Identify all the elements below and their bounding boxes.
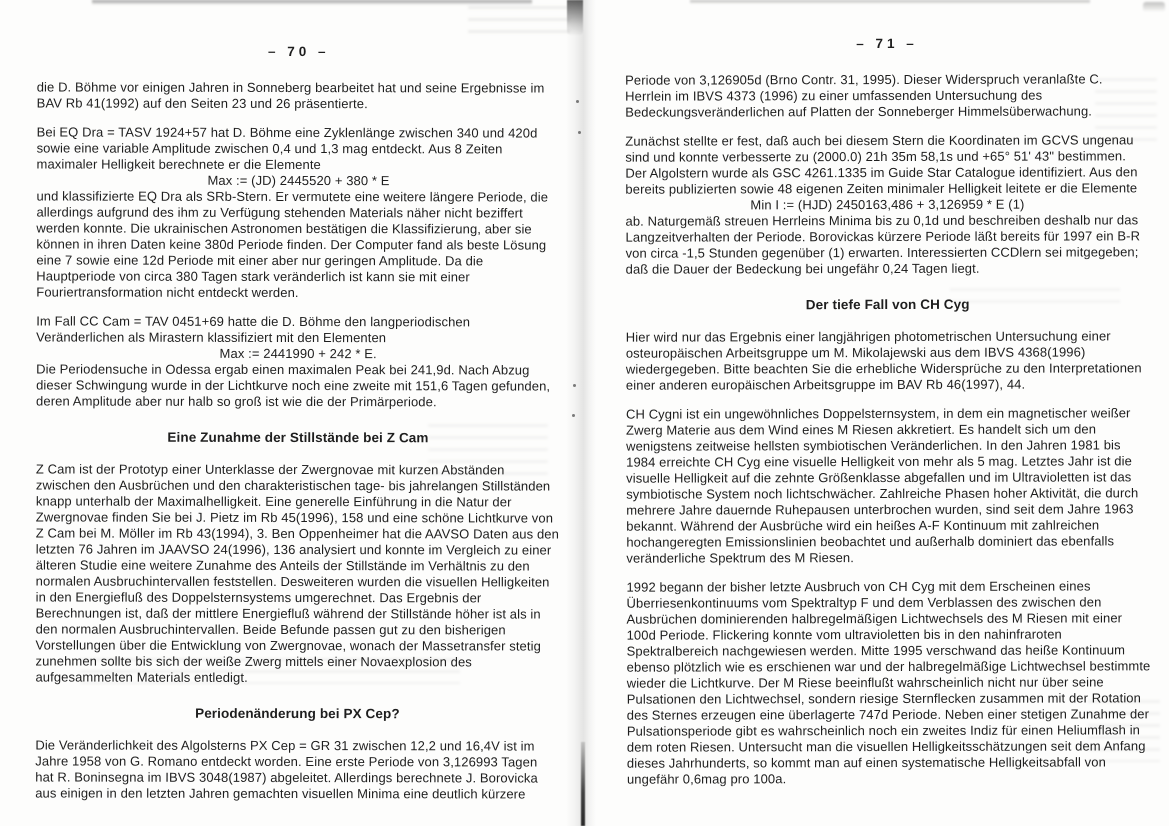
paragraph: Z Cam ist der Prototyp einer Unterklasse der Zwergnovae mit kurzen Abständen zwischen den Ausbrüchen und den charakteristischen tage- bis jahrelangen Stillständen knapp unterhalb der Maximalhelligkeit. Eine generelle Einführung in die Natur der Zwergnovae finden Sie bei J. Pietz im Rb 45(1996), 158 und eine schöne Lichtkurve von Z Cam bei M. Möller im Rb 43(1994), 3. Ben Oppenheimer hat die AAVSO Daten aus den letzten 76 Jahren im JAAVSO 24(1996), 136 analysiert und konnte im Vergleich zu einer älteren Studie eine weitere Zunahme des Anteils der Stillstände im Verhältnis zu den normalen Ausbruchintervallen feststellen. Desweiteren wurden die visuellen Helligkeiten in den Energiefluß des Doppelsternsystems umgerechnet. Das Ergebnis der Berechnungen ist, daß der mittlere Energiefluß während der Stillstände höher ist als in den normalen Ausbruchintervallen. Beide Befunde passen gut zu den bisherigen Vorstellungen über die Entwicklung von Zwergnovae, wonach der Massetransfer stetig zunehmen sollte bis sich der weiße Zwerg mittels einer Novaexplosion des aufgesammelten Materials entledigt. xyxy=(35,461,559,685)
scan-edge-smudge xyxy=(92,0,532,5)
paragraph: Periode von 3,126905d (Brno Contr. 31, 1995). Dieser Widerspruch veranlaßte C. Herrlein im IBVS 4373 (1996) zu einer umfassenden Untersuchung des Bedeckungsveränderlichen auf Platten der Sonneberger Himmelsüberwachung. xyxy=(625,71,1103,120)
paragraph: 1992 begann der bisher letzte Ausbruch von CH Cyg mit dem Erscheinen eines Überriesenkontinuums vom Spektraltyp F und dem Verblassen des zwischen den Ausbrüchen dominierenden halbregelmäßigen Lichtwechsels des M Riesen mit einer 100d Periode. Flickering konnte vom ultravioletten bis in den nahinfraroten Spektralbereich nachgewiesen werden. Mitte 1995 verschwand das heiße Kontinuum ebenso plötzlich wie es erschienen war und der halbregelmäßige Lichtwechsel bestimmte wieder die Lichtkurve. Der M Riese beeinflußt wahrscheinlich nicht nur über seine Pulsationen den Lichtwechsel, sondern riesige Sternflecken zusammen mit der Rotation des Sternes erzeugen eine überlagerte 747d Periode. Neben einer stetigen Zunahme der Pulsationsperiode gibt es wahrscheinlich noch ein zweites Indiz für einen Heliumflash in dem roten Riesen. Untersucht man die visuellen Helligkeitsschätzungen seit dem Anfang dieses Jahrhunderts, so kommt man auf einen systematische Helligkeitsabfall von ungefähr 0,6mag pro 100a. xyxy=(626,578,1151,787)
page-70 xyxy=(35,43,561,815)
page-71 xyxy=(625,35,1151,800)
section-heading: Der tiefe Fall von CH Cyg xyxy=(805,296,970,313)
paragraph: Die Periodensuche in Odessa ergab einen maximalen Peak bei 241,9d. Nach Abzug dieser Schwingung wurde in der Lichtkurve noch eine zweite mit 151,6 Tagen gefunden, deren Amplitude aber nur halb so groß ist wie die der Primärperiode. xyxy=(36,361,551,410)
scan-edge-smudge xyxy=(690,0,1090,4)
paragraph: ab. Naturgemäß streuen Herrleins Minima bis zu 0,1d und beschreiben deshalb nur das Langzeitverhalten der Periode. Borovickas kürzere Periode läßt bereits für 1997 ein B-R von circa -1,5 Stunden gegenüber (1) erwarten. Interessierten CCDlern sei mitgegeben; daß die Dauer der Bedeckung bei ungefähr 0,24 Tagen liegt. xyxy=(625,212,1141,277)
staple-speck xyxy=(573,384,576,387)
staple-speck xyxy=(576,100,579,103)
paragraph: die D. Böhme vor einigen Jahren in Sonneberg bearbeitet hat und seine Ergebnisse im BAV Rb 41(1992) auf den Seiten 23 und 26 präsentierte. xyxy=(36,79,545,112)
gutter-crease-top xyxy=(567,0,583,36)
page-number: – 71 – xyxy=(856,35,918,52)
paragraph: Hier wird nur das Ergebnis einer langjährigen photometrischen Untersuchung einer osteuropäischen Arbeitsgruppe um M. Mikolajewski aus dem IBVS 4368(1996) wiedergegeben. Bitte beachten Sie die erhebliche Widersprüche zu den Interpretationen einer anderen europäischen Arbeitsgruppe im BAV Rb 46(1997), 44. xyxy=(625,328,1142,393)
scan-edge-smudge xyxy=(1143,2,1165,12)
section-heading: Eine Zunahme der Stillstände bei Z Cam xyxy=(167,429,429,446)
staple-speck xyxy=(578,131,581,134)
paragraph: Die Veränderlichkeit des Algolsterns PX Cep = GR 31 zwischen 12,2 und 16,4V ist im Jahre 1958 von G. Romano entdeckt worden. Eine erste Periode von 3,126993 Tagen hat R. Boninsegna im IBVS 3048(1987) abgeleitet. Allerdings berechnete J. Borovicka aus einigen in den letzten Jahren gemachten visuellen Minima eine deutlich kürzere xyxy=(35,737,538,802)
bleedthrough-artifact xyxy=(468,6,570,40)
paragraph: Bei EQ Dra = TASV 1924+57 hat D. Böhme eine Zyklenlänge zwischen 340 und 420d sowie eine variable Amplitude zwischen 0,4 und 1,3 mag entdeckt. Aus 8 Zeiten maximaler Helligkeit berechnete er die Elemente xyxy=(36,124,538,173)
paragraph: Zunächst stellte er fest, daß auch bei diesem Stern die Koordinaten im GCVS ungenau sind und konnte verbesserte zu (2000.0) 21h 35m 58,1s und +65° 51' 43" bestimmen. Der Algolstern wurde als GSC 4261.1335 im Guide Star Catalogue identifiziert. Aus den bereits publizierten sowie 48 eigenen Zeiten minimaler Helligkeit leitete er die Elemente xyxy=(625,132,1138,197)
formula-line: Max := 2441990 + 242 * E. xyxy=(219,345,377,362)
formula-line: Min I := (HJD) 2450163,486 + 3,126959 * E (1) xyxy=(750,196,1025,213)
section-heading: Periodenänderung bei PX Cep? xyxy=(195,705,400,722)
paragraph: und klassifizierte EQ Dra als SRb-Stern. Er vermutete eine weitere längere Periode, die allerdings aufgrund des ihm zu Verfügung stehenden Materials näher nicht beziffert werden konnte. Die ukrainischen Astronomen bestätigen die Klassifizierung, aber sie können in ihren Daten keine 380d Periode finden. Der Computer fand als beste Lösung eine 7 sowie eine 12d Periode mit einer aber nur geringen Amplitude. Da die Hauptperiode von circa 380 Tagen stark veränderlich ist kann sie mit einer Fouriertransformation nicht entdeckt werden. xyxy=(36,188,549,301)
formula-line: Max := (JD) 2445520 + 380 * E xyxy=(207,172,390,189)
gutter-crease-line xyxy=(581,742,585,826)
paragraph: CH Cygni ist ein ungewöhnliches Doppelsternsystem, in dem ein magnetischer weißer Zwerg Materie aus dem Wind eines M Riesen akkretiert. Es handelt sich um den wenigstens zeitweise hellsten symbiotischen Veränderlichen. In den Jahren 1981 bis 1984 erreichte CH Cyg eine visuelle Helligkeit von mehr als 5 mag. Letztes Jahr ist die visuelle Helligkeit auf die zehnte Größenklasse abgefallen und im Ultravioletten ist das symbiotische System noch lichtschwächer. Zahlreiche Phasen hoher Aktivität, die durch mehrere Jahre dauernde Ruhepausen unterbrochen wurden, sind seit dem Jahre 1963 bekannt. Während der Ausbrüche wird ein heißes A-F Kontinuum mit zahlreichen hochangeregten Emissionslinien beobachtet und außerhalb dominiert das ebenfalls veränderliche Spektrum des M Riesen. xyxy=(625,405,1139,566)
staple-speck xyxy=(572,414,575,417)
page-number: – 70 – xyxy=(267,43,330,60)
gutter-shadow xyxy=(566,0,596,826)
paragraph: Im Fall CC Cam = TAV 0451+69 hatte die D. Böhme den langperiodischen Veränderlichen als Mirastern klassifiziert mit den Elementen xyxy=(36,313,471,346)
